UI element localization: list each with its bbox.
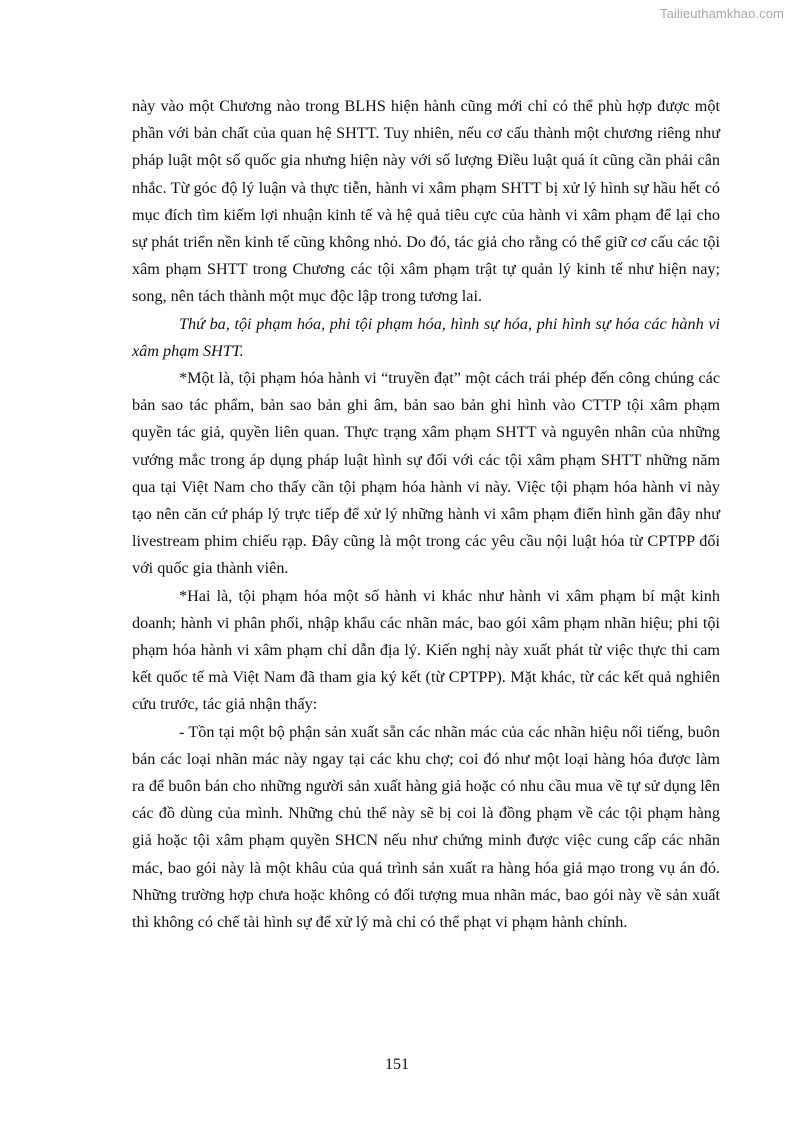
paragraph-point-one: *Một là, tội phạm hóa hành vi “truyền đạt” một cách trái phép đến công chúng các bản sao tác phẩm, bản sao bản ghi âm, bản sao bản ghi hình vào CTTP tội xâm phạm quyền tác giả, quyền liên quan. Thực trạng xâm phạm SHTT và nguyên nhân của những vướng mắc trong áp dụng pháp luật hình sự đối với các tội xâm phạm SHTT những năm qua tại Việt Nam cho thấy cần tội phạm hóa hành vi này. Việc tội phạm hóa hành vi này tạo nên căn cứ pháp lý trực tiếp để xử lý những hành vi xâm phạm điển hình gần đây như livestream phim chiếu rạp. Đây cũng là một trong các yêu cầu nội luật hóa từ CPTPP đối với quốc gia thành viên. (132, 369, 720, 578)
page-body (132, 93, 720, 936)
paragraph-continuation: này vào một Chương nào trong BLHS hiện hành cũng mới chỉ có thể phù hợp được một phần với bản chất của quan hệ SHTT. Tuy nhiên, nếu cơ cấu thành một chương riêng như pháp luật một số quốc gia nhưng hiện này với số lượng Điều luật quá ít cũng cần phải cân nhắc. Từ góc độ lý luận và thực tiễn, hành vi xâm phạm SHTT bị xử lý hình sự hầu hết có mục đích tìm kiếm lợi nhuận kinh tế và hệ quả tiêu cực của hành vi xâm phạm để lại cho sự phát triển nền kinh tế cũng không nhỏ. Do đó, tác giả cho rằng có thể giữ cơ cấu các tội xâm phạm SHTT trong Chương các tội xâm phạm trật tự quản lý kinh tế như hiện nay; song, nên tách thành một mục độc lập trong tương lai. (132, 97, 720, 306)
paragraph-dash-item: - Tồn tại một bộ phận sản xuất sẵn các nhãn mác của các nhãn hiệu nổi tiếng, buôn bán các loại nhãn mác này ngay tại các khu chợ; coi đó như một loại hàng hóa được làm ra để buôn bán cho những người sản xuất hàng giả hoặc có nhu cầu mua về tự sử dụng lên các đồ dùng của mình. Những chủ thể này sẽ bị coi là đồng phạm về các tội phạm hàng giả hoặc tội xâm phạm quyền SHCN nếu như chứng minh được việc cung cấp các nhãn mác, bao gói này là một khâu của quá trình sản xuất ra hàng hóa giả mạo trong vụ án đó. Những trường hợp chưa hoặc không có đối tượng mua nhãn mác, bao gói này về sản xuất thì không có chế tài hình sự để xử lý mà chỉ có thể phạt vi phạm hành chính. (132, 722, 720, 932)
watermark: Tailieuthamkhao.com (659, 6, 784, 21)
paragraph-italic-heading: Thứ ba, tội phạm hóa, phi tội phạm hóa, hình sự hóa, phi hình sự hóa các hành vi xâm phạm SHTT. (132, 314, 720, 360)
paragraph-point-two: *Hai là, tội phạm hóa một số hành vi khác như hành vi xâm phạm bí mật kinh doanh; hành vi phân phối, nhập khẩu các nhãn mác, bao gói xâm phạm nhãn hiệu; phi tội phạm hóa hành vi xâm phạm chỉ dẫn địa lý. Kiến nghị này xuất phát từ việc thực thi cam kết quốc tế mà Việt Nam đã tham gia ký kết (từ CPTPP). Mặt khác, từ các kết quả nghiên cứu trước, tác giả nhận thấy: (132, 586, 720, 714)
page-number: 151 (385, 1056, 409, 1073)
